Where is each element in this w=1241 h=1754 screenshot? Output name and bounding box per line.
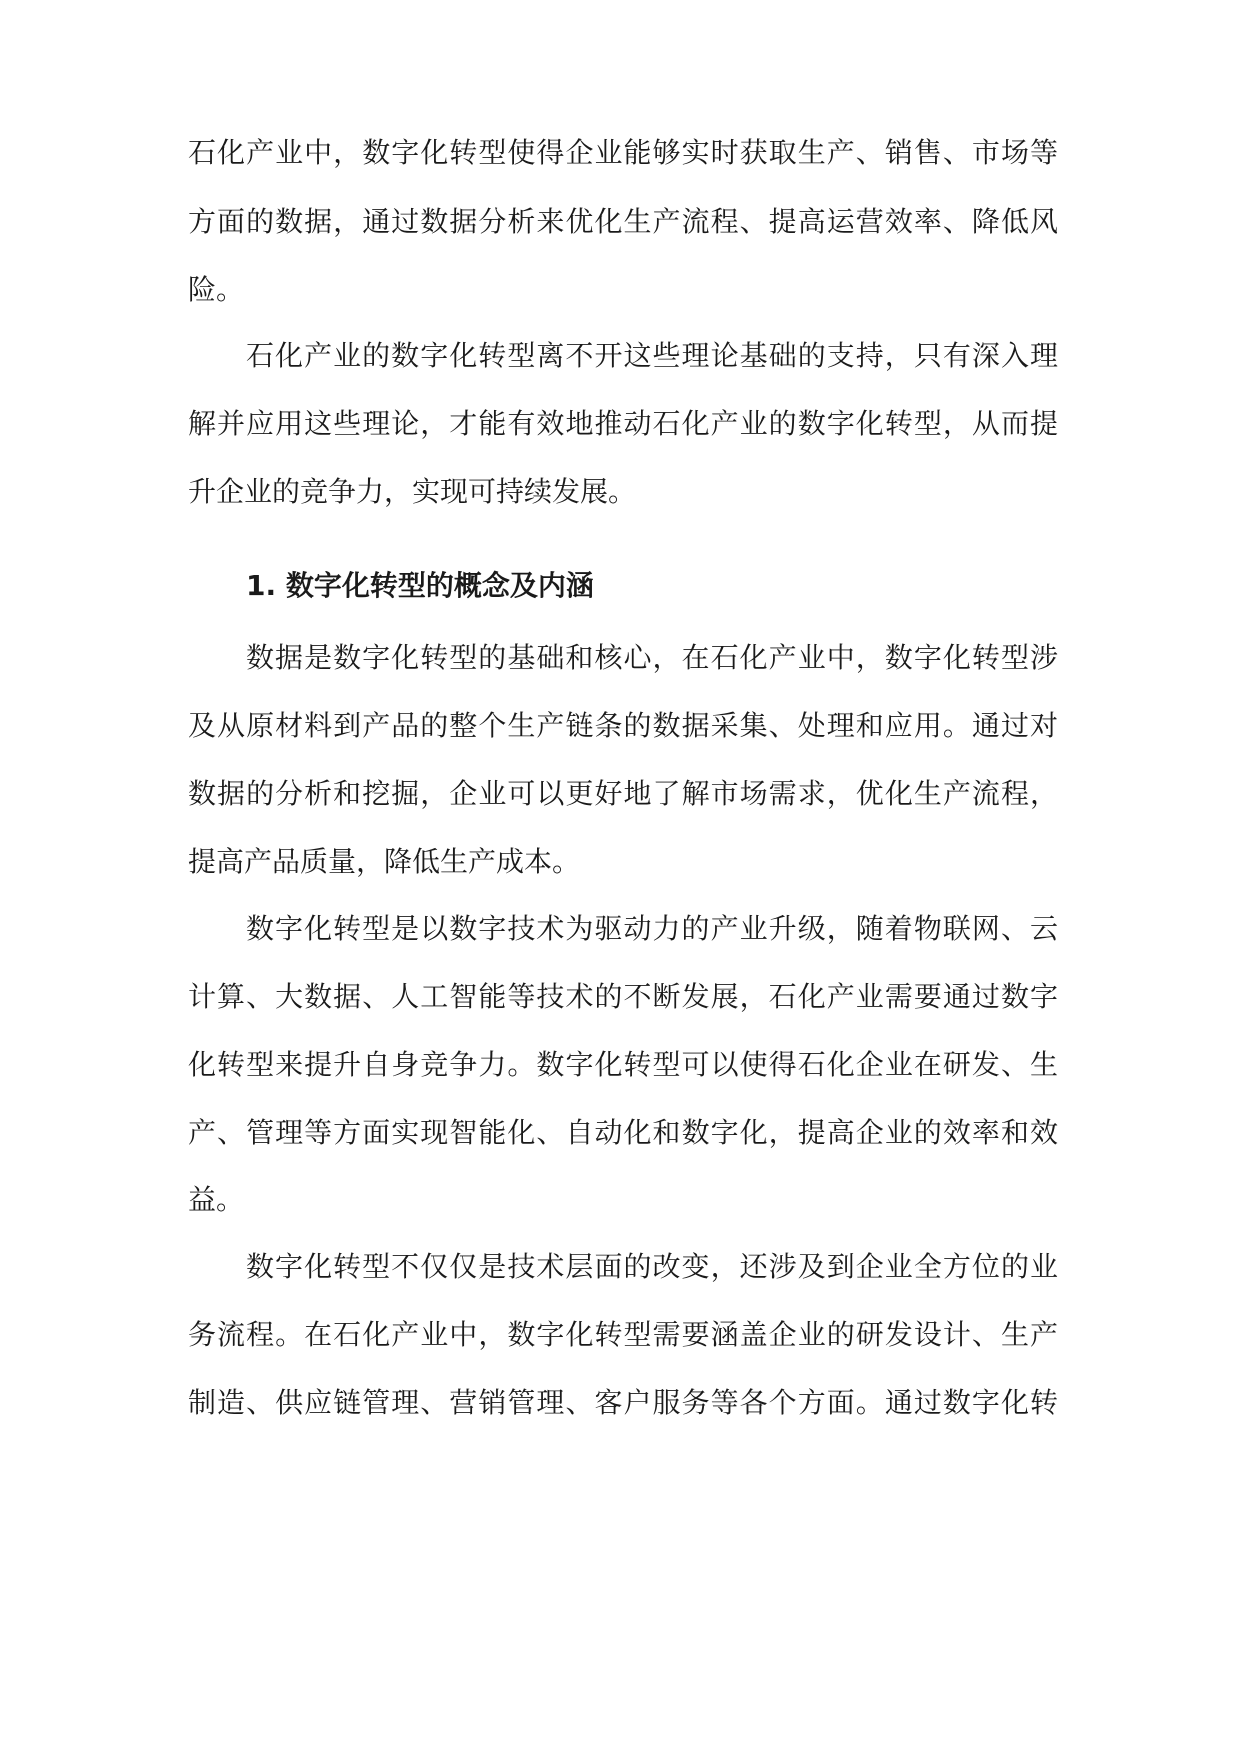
paragraph-line: 方面的数据，通过数据分析来优化生产流程、提高运营效率、降低风 bbox=[188, 205, 1058, 238]
paragraph-line: 及从原材料到产品的整个生产链条的数据采集、处理和应用。通过对 bbox=[188, 709, 1058, 742]
paragraph-line: 务流程。在石化产业中，数字化转型需要涵盖企业的研发设计、生产 bbox=[188, 1318, 1058, 1351]
paragraph-line: 计算、大数据、人工智能等技术的不断发展，石化产业需要通过数字 bbox=[188, 980, 1058, 1013]
paragraph-line: 险。 bbox=[188, 273, 245, 306]
paragraph-line: 益。 bbox=[188, 1183, 245, 1216]
paragraph-line: 制造、供应链管理、营销管理、客户服务等各个方面。通过数字化转 bbox=[188, 1386, 1058, 1419]
paragraph-line: 提高产品质量，降低生产成本。 bbox=[188, 845, 581, 878]
paragraph-line: 数据是数字化转型的基础和核心，在石化产业中，数字化转型涉 bbox=[246, 641, 1058, 674]
section-heading: 1. 数字化转型的概念及内涵 bbox=[246, 569, 594, 602]
paragraph-line: 石化产业中，数字化转型使得企业能够实时获取生产、销售、市场等 bbox=[188, 136, 1058, 169]
paragraph-line: 数字化转型不仅仅是技术层面的改变，还涉及到企业全方位的业 bbox=[246, 1250, 1058, 1283]
paragraph-line: 化转型来提升自身竞争力。数字化转型可以使得石化企业在研发、生 bbox=[188, 1048, 1058, 1081]
paragraph-line: 解并应用这些理论，才能有效地推动石化产业的数字化转型，从而提 bbox=[188, 407, 1058, 440]
paragraph-line: 石化产业的数字化转型离不开这些理论基础的支持，只有深入理 bbox=[246, 339, 1058, 372]
paragraph-line: 数据的分析和挖掘，企业可以更好地了解市场需求，优化生产流程， bbox=[188, 777, 1058, 810]
paragraph-line: 升企业的竞争力，实现可持续发展。 bbox=[188, 475, 637, 508]
paragraph-line: 数字化转型是以数字技术为驱动力的产业升级，随着物联网、云 bbox=[246, 912, 1058, 945]
paragraph-line: 产、管理等方面实现智能化、自动化和数字化，提高企业的效率和效 bbox=[188, 1116, 1058, 1149]
